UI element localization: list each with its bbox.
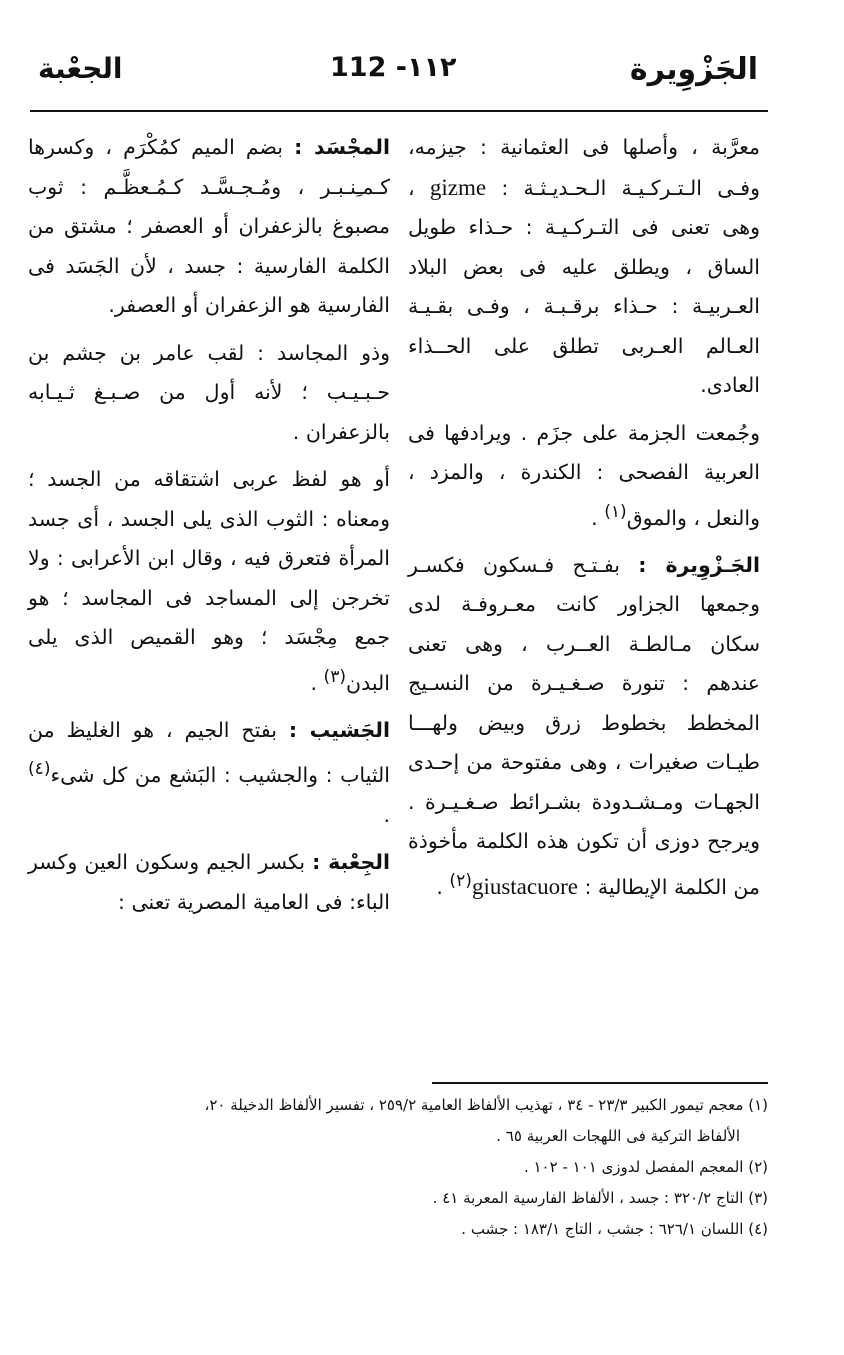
entry-mijsad: المجْسَد : بضم الميم كمُكْرَم ، وكسرها كـمـِنـبـر ، ومُـجـسَّـد كـمُـعظَّـم : ثوب مصبوغ بالزعفران أو العصفر ؛ مشتق من الكلمة الفارسية : جسد ، لأن الجَسَد فى الفارسية هو الزعفران أو العصفر.: [28, 135, 390, 317]
left-column: [28, 128, 390, 930]
entry-jashib: الجَشيب : بفتح الجيم ، هو الغليظ من الثياب : والجشيب : البَشع من كل شىء$^{(٤)}$ .: [28, 717, 391, 827]
header-last-entry: الجعْبة: [38, 52, 123, 85]
footnote-ref: (١): [604, 501, 627, 522]
footnote-ref: (٢): [449, 870, 472, 891]
header-rule: [30, 110, 768, 112]
entry-continuation: معرَّبة ، وأصلها فى العثمانية : جيزمه، وفـى الـتـركـيـة الـحـديـثـة : gizme ، وهى تعنى فى التـركـيـة : حـذاء طويل الساق ، ويطلق عليه فى بعض البلاد العـربيـة : حـذاء برقـبـة ، وفـى بقـيـة العـالم العـربى تطلق على الحــذاء العادى.: [408, 135, 760, 397]
footnote-4: (٤) اللسان ٦٢٦/١ : جشب ، التاج ١٨٣/١ : جشب .: [461, 1220, 768, 1238]
headword: الجَـزْوِيرة :: [638, 552, 760, 577]
headword: الجِعْبة :: [312, 850, 390, 875]
footnote-3: (٣) التاج ٣٢٠/٢ : جسد ، الألفاظ الفارسية المعربة ٤١ .: [432, 1189, 768, 1207]
headword: الجَشيب :: [288, 717, 391, 742]
footnote-2: (٢) المعجم المفصل لدوزى ١٠١ - ١٠٢ .: [523, 1158, 768, 1176]
entry-jazwira: الجَـزْوِيرة : بفـتـح فـسكون فكسـر وجمعها الجزاور كانت معـروفـة لدى سكان مـالطـة العــرب ، وهى تعنى عندهم : تنورة صـغـيـرة من النسـيج المخطط بخطوط زرق وبيض ولهـــا طيـات صغيرات ، وهى مفتوحة من إحـدى الجهـات ومـشـدودة بشـرائط صـغـيـرة . ويرجح دوزى أن تكون هذه الكلمة مأخوذة من الكلمة الإيطالية : giustacuore$^{(٢)}$ .: [408, 552, 760, 899]
latin-term: gizme: [429, 174, 487, 200]
footnote-ref: (٤): [28, 759, 51, 780]
header-first-entry: الجَزْوِيرة: [629, 52, 758, 87]
headword: المجْسَد :: [294, 135, 390, 159]
entry-jiba: الجِعْبة : بكسر الجيم وسكون العين وكسر الباء: فى العامية المصرية تعنى :: [28, 850, 390, 914]
entry-paragraph: وجُمعت الجزمة على جزَم . ويرادفها فى العربية الفصحى : الكندرة ، والمزد ، والنعل ، والموق$^{(١)}$ .: [408, 420, 760, 530]
footnote-1-continued: الألفاظ التركية فى اللهجات العربية ٦٥ .: [496, 1127, 740, 1145]
entry-paragraph: وذو المجاسد : لقب عامر بن جشم بن حـبـيـب ؛ لأنه أول من صـبـغ ثـيـابه بالزعفران .: [28, 340, 390, 444]
footnote-ref: (٣): [323, 666, 347, 687]
latin-term: giustacuore: [471, 873, 578, 899]
footnotes: [28, 1090, 768, 1245]
right-column: [408, 128, 760, 915]
footnote-rule: [432, 1082, 768, 1084]
footnote-1: (١) معجم تيمور الكبير ٢٣/٣ - ٣٤ ، تهذيب الألفاظ العامية ٢٥٩/٢ ، تفسير الألفاظ الدخيلة ٢٠،: [204, 1096, 768, 1114]
page-number: ١١٢- 112: [330, 52, 457, 83]
entry-paragraph: أو هو لفظ عربى اشتقاقه من الجسد ؛ ومعناه : الثوب الذى يلى الجسد ، أى جسد المرأة فتعرق فيه ، وقال ابن الأعرابى : ولا تخرجن إلى المساجد فى المجاسد ؛ هو جمع مِجْسَد ؛ وهو القميص الذى يلى البدن$^{(٣)}$ .: [28, 467, 390, 695]
